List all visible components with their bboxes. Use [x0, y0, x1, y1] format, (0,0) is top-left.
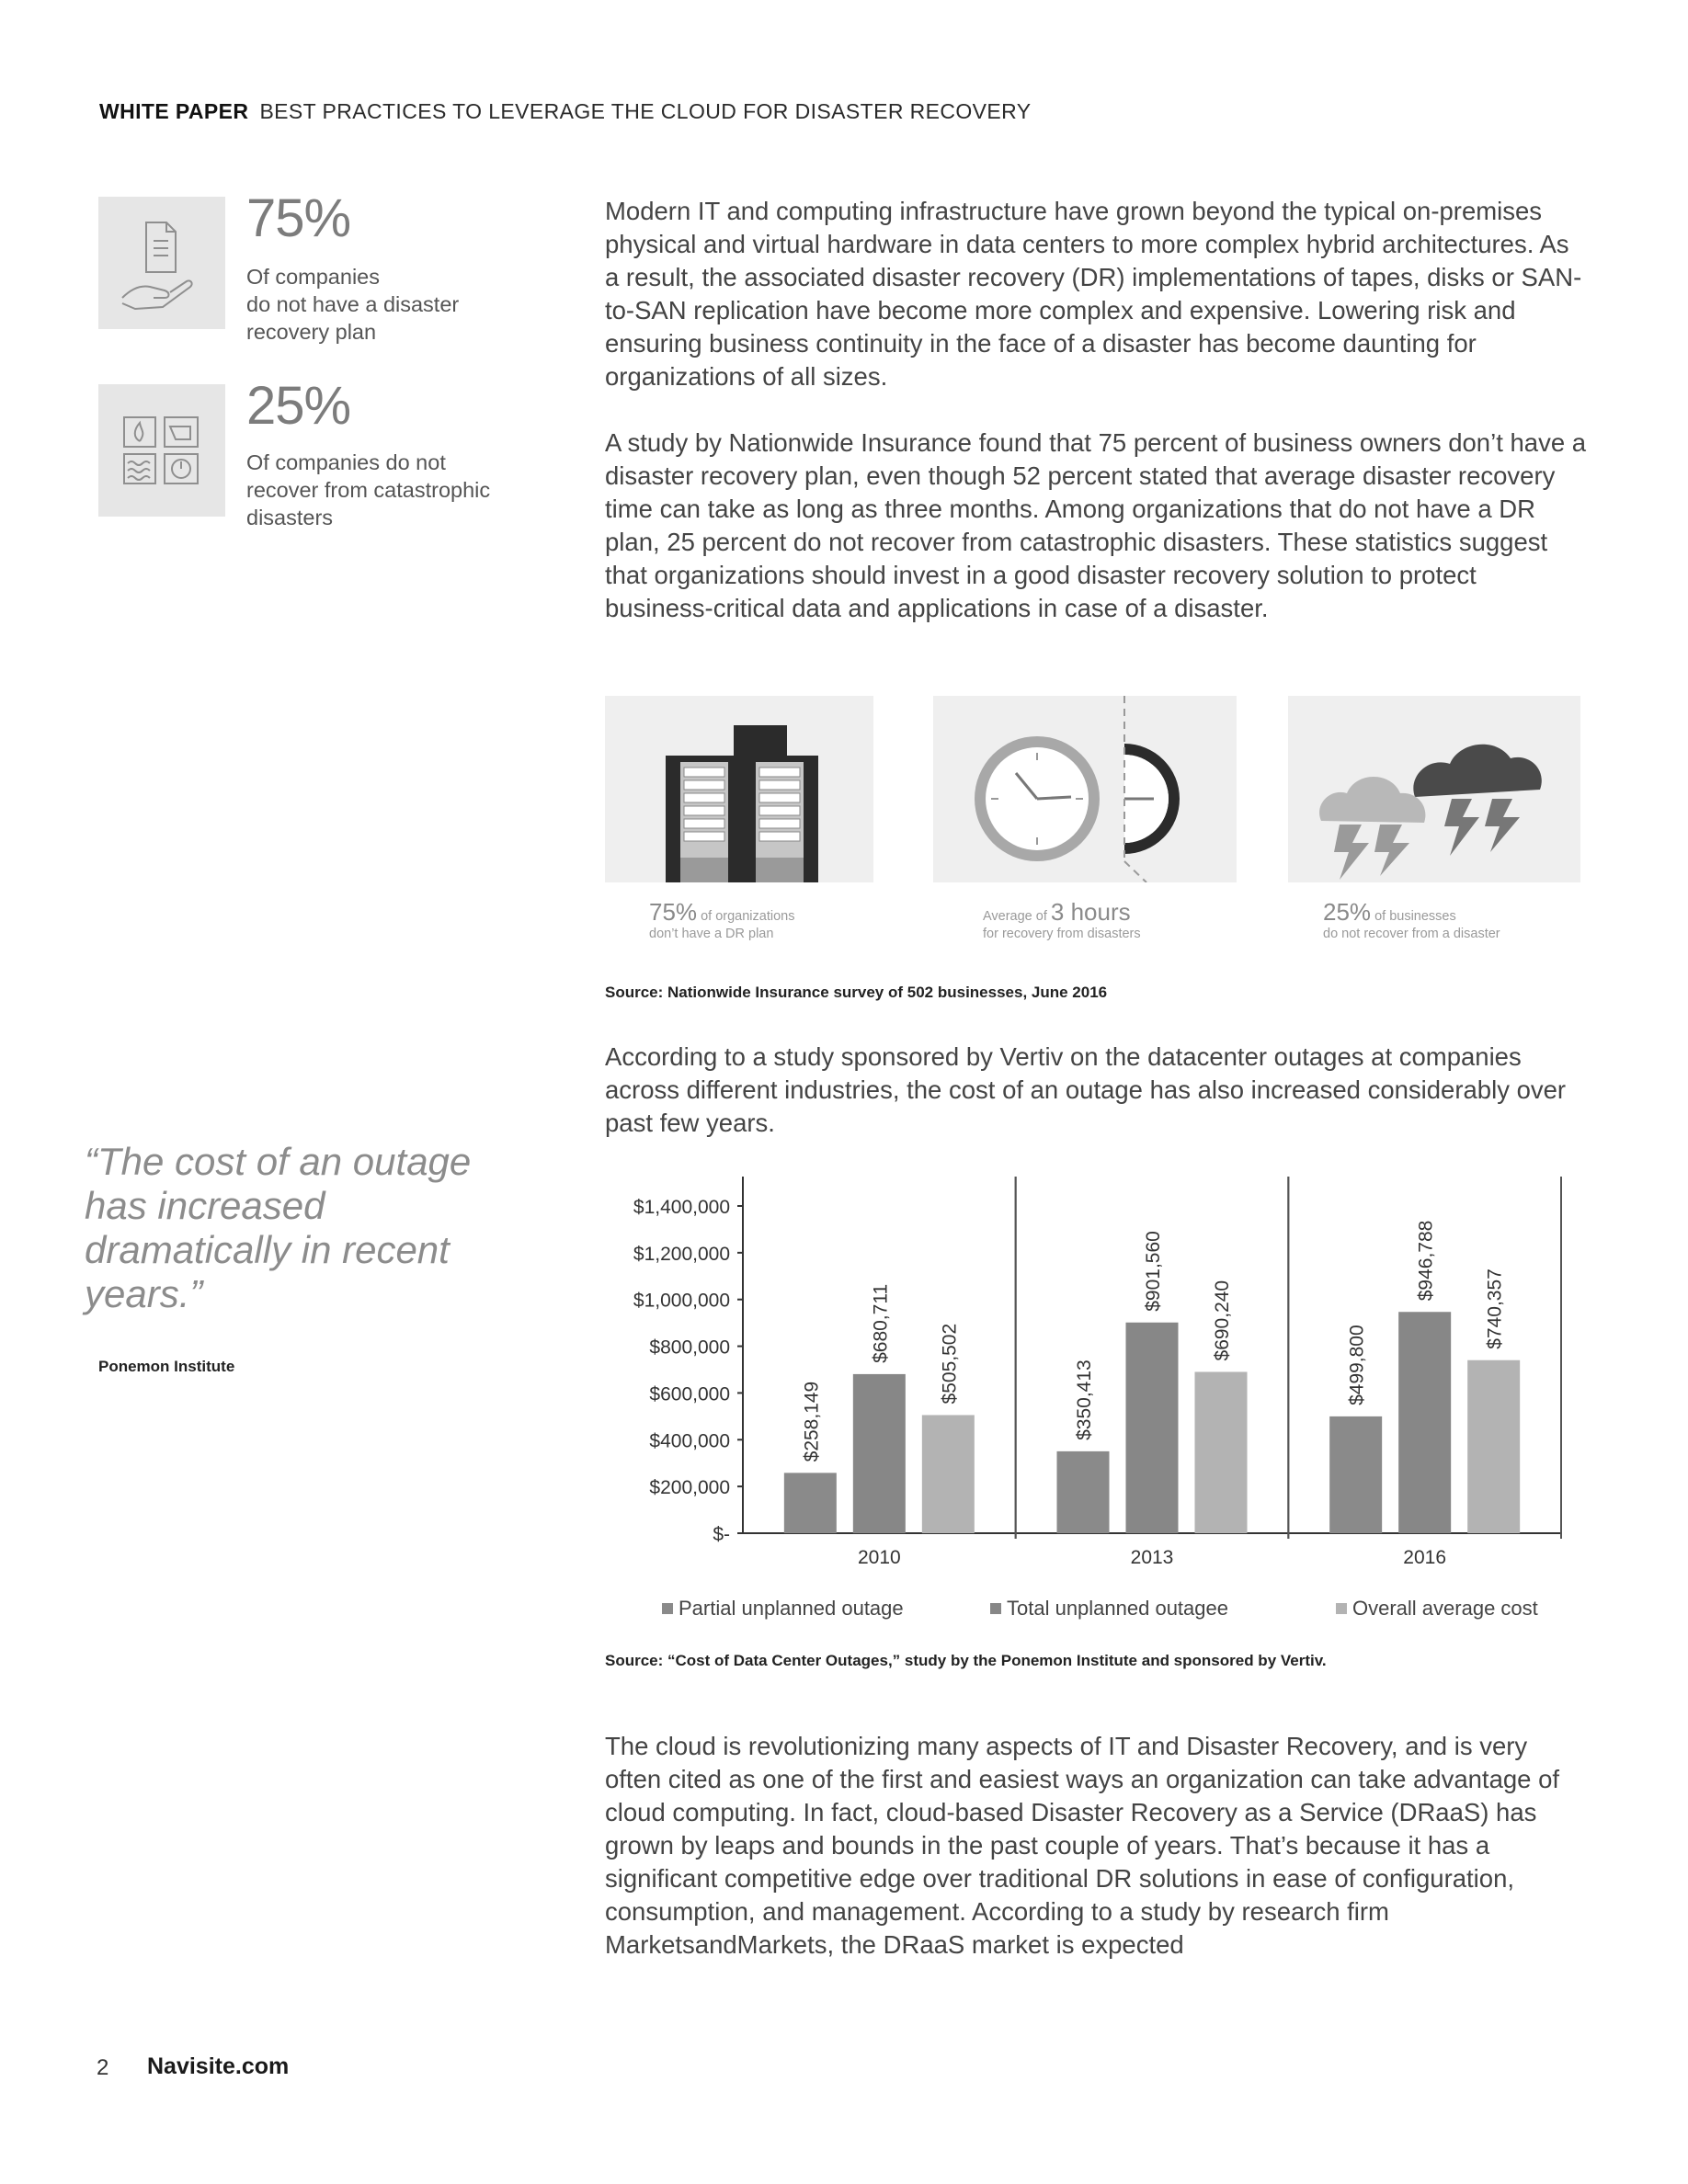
- bar: [1126, 1323, 1179, 1533]
- stat-value: 25%: [246, 376, 351, 436]
- x-tick-label: 2016: [1403, 1547, 1447, 1568]
- header-title: BEST PRACTICES TO LEVERAGE THE CLOUD FOR DISASTER RECOVERY: [259, 99, 1032, 123]
- y-tick-label: $200,000: [649, 1477, 730, 1499]
- bar: [853, 1374, 906, 1533]
- bar: [1329, 1416, 1382, 1533]
- stat-description: Of companies do not recover from catastrophic disasters: [246, 450, 491, 529]
- header-label: WHITE PAPER: [99, 99, 249, 123]
- y-tick-label: $400,000: [649, 1430, 730, 1452]
- data-label: $740,357: [1484, 1268, 1506, 1349]
- y-tick-label: $800,000: [649, 1337, 730, 1359]
- data-label: $505,502: [939, 1323, 961, 1405]
- source-note: Source: Nationwide Insurance survey of 502 businesses, June 2016: [605, 984, 1108, 1001]
- footer-site: Navisite.com: [147, 2053, 290, 2079]
- y-tick-label: $1,000,000: [633, 1290, 730, 1312]
- legend-swatch: [990, 1603, 1001, 1614]
- bar: [1467, 1360, 1520, 1533]
- outage-cost-chart: [598, 1167, 1563, 1590]
- bar: [1398, 1312, 1451, 1533]
- bar: [1057, 1451, 1110, 1533]
- y-tick-label: $600,000: [649, 1383, 730, 1405]
- paragraph: Modern IT and computing infrastructure have grown beyond the typical on-premises physical and virtual hardware in data centers to more complex hybrid architectures. As a result, the associated disaster recovery (DR) implementations of tapes, disks or SAN-to-SAN replication have become more complex and expensive. Lowering risk and ensuring business continuity in the face of a disaster has become daunting for organizations of all sizes.: [605, 197, 1582, 391]
- legend-item: Partial unplanned outage: [662, 1597, 904, 1621]
- clock-icon: [933, 696, 1237, 882]
- legend-swatch: [662, 1603, 673, 1614]
- quote-attribution: Ponemon Institute: [98, 1358, 235, 1375]
- data-label: $258,149: [801, 1381, 823, 1462]
- paragraph: The cloud is revolutionizing many aspects of IT and Disaster Recovery, and is very often cited as one of the first and easiest ways an organization can take advantage of cloud computing. In fact, cloud-based Disaster Recovery as a Service (DRaaS) has grown by leaps and bounds in the past couple of years. That’s because it has a significant competitive edge over traditional DR solutions in ease of configuration, consumption, and management. According to a study by research firm MarketsandMarkets, the DRaaS market is expected: [605, 1732, 1560, 1959]
- legend-item: Total unplanned outagee: [990, 1597, 1228, 1621]
- bar: [784, 1473, 837, 1533]
- page-number: 2: [97, 2055, 109, 2080]
- server-building-icon: [605, 696, 873, 882]
- disaster-grid-icon: [98, 384, 225, 517]
- bar: [1195, 1371, 1248, 1533]
- storm-cloud-icon: [1288, 696, 1580, 882]
- data-label: $690,240: [1212, 1280, 1233, 1361]
- paragraph: A study by Nationwide Insurance found that 75 percent of business owners don’t have a disaster recovery plan, even though 52 percent stated that average disaster recovery time can take as long as three months. Among organizations that do not have a DR plan, 25 percent do not recover from catastrophic disasters. These statistics suggest that organizations should invest in a good disaster recovery solution to protect business-critical data and applications in case of a disaster.: [605, 428, 1587, 622]
- page-header: [99, 99, 1032, 124]
- legend-item: Overall average cost: [1336, 1597, 1538, 1621]
- data-label: $946,788: [1415, 1220, 1437, 1302]
- source-note: Source: “Cost of Data Center Outages,” study by the Ponemon Institute and sponsored by Vertiv.: [605, 1652, 1327, 1669]
- y-tick-label: $-: [713, 1524, 730, 1545]
- infographic-caption: 25% of businesses do not recover from a disaster: [1323, 898, 1500, 941]
- document-hand-icon: [98, 197, 225, 329]
- stat-value: 75%: [246, 188, 351, 248]
- legend-swatch: [1336, 1603, 1347, 1614]
- x-tick-label: 2010: [857, 1547, 901, 1568]
- data-label: $680,711: [870, 1283, 892, 1363]
- y-tick-label: $1,400,000: [633, 1197, 730, 1218]
- infographic-caption: Average of 3 hours for recovery from disasters: [983, 898, 1141, 941]
- bar: [922, 1415, 975, 1533]
- paragraph: According to a study sponsored by Vertiv on the datacenter outages at companies across different industries, the cost of an outage has also increased considerably over past few years.: [605, 1042, 1567, 1137]
- infographic-caption: 75% of organizations don’t have a DR plan: [649, 898, 795, 941]
- data-label: $901,560: [1143, 1231, 1164, 1312]
- x-tick-label: 2013: [1130, 1547, 1174, 1568]
- data-label: $350,413: [1074, 1359, 1095, 1440]
- data-label: $499,800: [1346, 1325, 1368, 1405]
- pull-quote: “The cost of an outage has increased dramatically in recent years.”: [85, 1140, 472, 1315]
- y-tick-label: $1,200,000: [633, 1243, 730, 1265]
- stat-description: Of companies do not have a disaster recovery plan: [246, 265, 460, 344]
